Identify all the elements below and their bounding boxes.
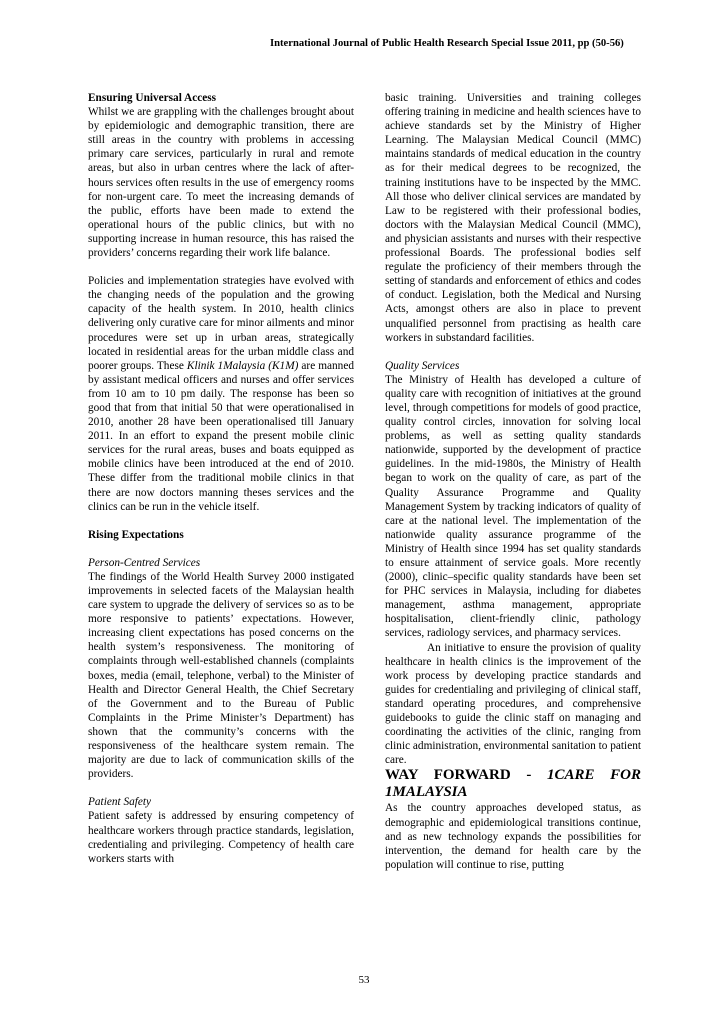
page-number: 53 (358, 974, 370, 986)
section-heading-way-forward (385, 767, 641, 801)
heading-run-italic: 1CARE FOR 1MALAYSIA (385, 767, 641, 801)
text-run: Policies and implementation strategies have evolved with the changing needs of the population and the growing capacity of the health system. In 2010, health clinics delivering only curative care for minor ailments and minor procedures were set up in urban areas, strategically located in residential areas for the urban middle class and poorer groups. These (88, 275, 354, 372)
heading-run: WAY FORWARD - (385, 767, 547, 784)
right-column (385, 91, 641, 872)
paragraph: The findings of the World Health Survey 2000 instigated improvements in selected facets of the Malaysian health care system to upgrade the delivery of services so as to be more responsive to patients’ expectations. However, increasing client expectations has posed concerns on the health system’s responsiveness. The monitoring of complaints through well-established channels (complaints boxes, media (email, telephone, verbal) to the Minister of Health and Director General Health, the Chief Secretary of the Government and to the Bureau of Public Complaints in the Prime Minister’s Department) has shown that the community’s concerns with the responsiveness of the healthcare system remain. The majority are due to lack of communication skills of the providers. (88, 570, 354, 781)
subheading-quality-services: Quality Services (385, 359, 460, 372)
subheading-patient-safety: Patient Safety (88, 796, 152, 809)
section-heading-rising-expectations: Rising Expectations (88, 528, 184, 541)
paragraph: The Ministry of Health has developed a culture of quality care with recognition of initiatives at the ground level, through competitions for models of good practice, quality control circles, innovation for solving local problems, as well as setting quality standards nationwide, supported by the development of practice guidelines. In the mid-1980s, the Ministry of Health began to work on the quality of care, as part of the Quality Assurance Programme and Quality Management System by tracking indicators of quality of care at the national level. The implementation of the nationwide quality assurance programme of the Ministry of Health since 1994 has set quality standards to ensure attainment of service goals. More recently (2000), clinic–specific quality standards have been set for PHC services in Malaysia, including for diabetes management, asthma management, appropriate hospitalisation, client-friendly clinic, pathology services, radiology services, and pharmacy services. (385, 373, 641, 640)
paragraph: An initiative to ensure the provision of quality healthcare in health clinics is the improvement of the work process by developing practice standards and guides for credentialing and privileging of clinical staff, standard operating procedures, and comprehensive guidebooks to guide the clinic staff on managing and coordinating the activities of the clinic, ranging from clinic administration, environmental sanitation to patient care. (385, 641, 642, 767)
text-run: are manned by assistant medical officers and nurses and offer services from 10 am to 10 pm daily. The response has been so good that from that initial 50 that were operationalised in 2010, another 28 have been operationalised till January 2011. In an effort to expand the present mobile clinic services for the rural areas, buses and boats equipped as mobile clinics have been introduced at the end of 2010. These differ from the traditional mobile clinics in that there are now doctors manning theses services and the clinics can be run in the vehicle itself. (88, 359, 354, 513)
section-heading-universal-access: Ensuring Universal Access (88, 92, 217, 104)
emphasis-k1m: Klinik 1Malaysia (K1M) (186, 359, 299, 372)
left-column (88, 91, 354, 866)
paragraph: basic training. Universities and training colleges offering training in medicine and health sciences have to achieve standards set by the Ministry of Higher Learning. The Malaysian Medical Council (MMC) maintains standards of medical education in the country as for their medical degrees to be recognized, the training institutions have to be inspected by the MMC. All those who deliver clinical services are mandated by Law to be registered with their professional bodies, doctors with the Malaysian Medical Council (MMC), and physician assistants and nurses with their respective professional Boards. The professional bodies self regulate the proficiency of their members through the setting of standards and enforcement of ethics and codes of conduct. Legislation, both the Medical and Nursing Acts, amongst others are also in place to prevent unqualified personnel from practising as health care workers in substandard facilities. (385, 92, 641, 344)
paragraph: Patient safety is addressed by ensuring competency of healthcare workers through practice standards, legislation, credentialing and privileging. Competency of health care workers starts with (88, 810, 354, 865)
paragraph: As the country approaches developed status, as demographic and epidemiological transitions continue, and as new technology expands the possibilities for intervention, the demand for health care by the population will continue to rise, putting (385, 802, 641, 871)
paragraph: Whilst we are grappling with the challenges brought about by epidemiologic and demographic transition, there are still areas in the country with problems in accessing primary care services, particularly in rural and remote areas, but also in urban centres where the lack of after-hours services often results in the use of emergency rooms for non-urgent care. To meet the increasing demands of the public, efforts have been made to extend the operational hours of the public clinics, but with no supporting increase in human resource, this has raised the providers’ concerns regarding their work life balance. (88, 106, 354, 260)
subheading-person-centred: Person-Centred Services (88, 556, 201, 569)
paragraph (88, 274, 354, 514)
running-header: International Journal of Public Health Research Special Issue 2011, pp (50-56) (270, 38, 624, 49)
